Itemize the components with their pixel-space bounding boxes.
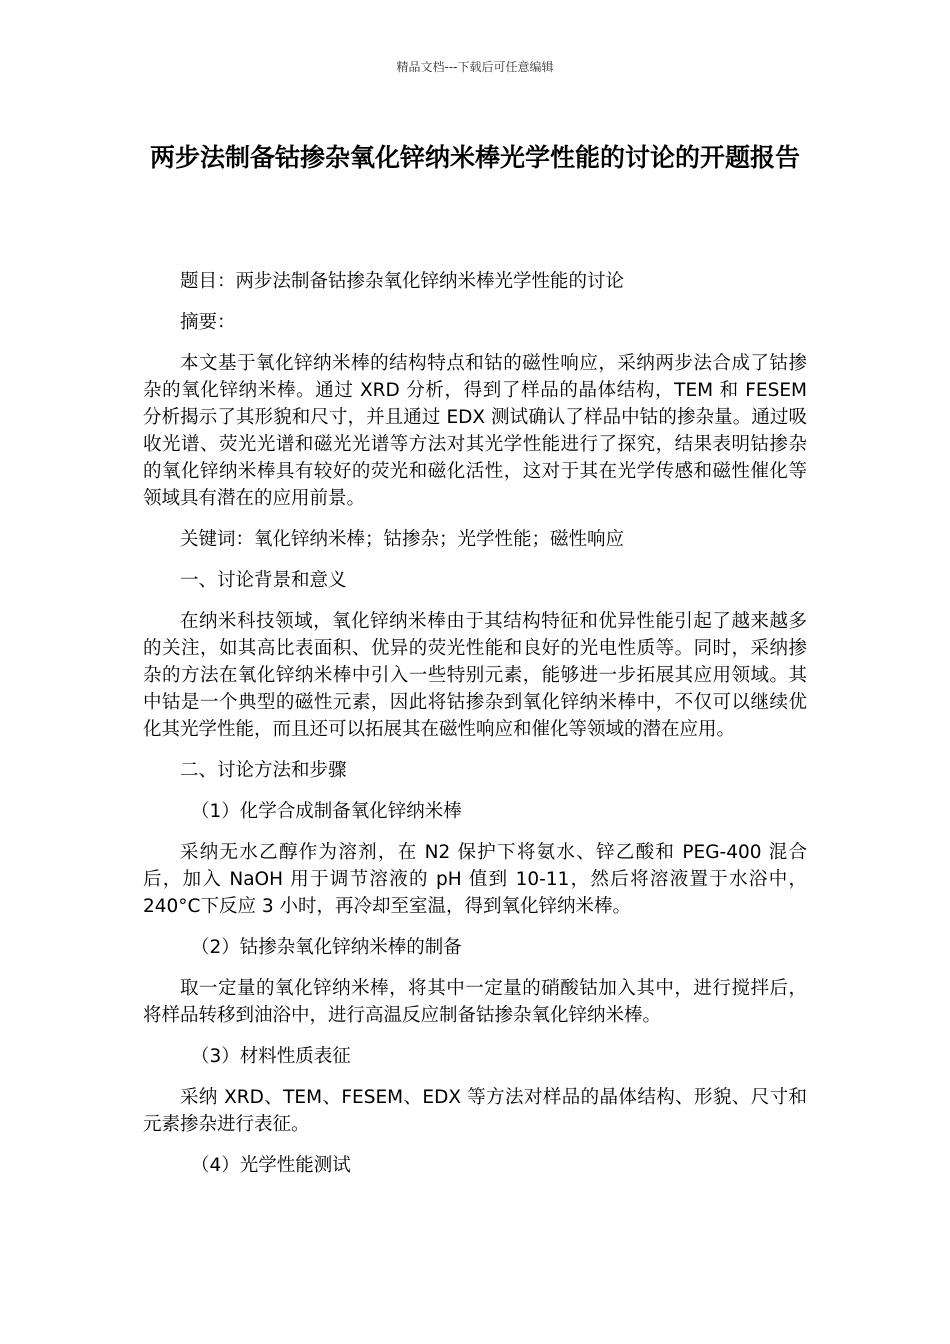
step-3-paragraph: 采纳 XRD、TEM、FESEM、EDX 等方法对样品的晶体结构、形貌、尺寸和元素掺杂进行表征。 [143,1087,807,1135]
header-note: 精品文档---下载后可任意编辑 [396,60,554,74]
subject-line: 题目：两步法制备钴掺杂氧化锌纳米棒光学性能的讨论 [180,271,625,292]
abstract-paragraph: 本文基于氧化锌纳米棒的结构特点和钴的磁性响应，采纳两步法合成了钴掺杂的氧化锌纳米棒。通过 XRD 分析，得到了样品的晶体结构，TEM 和 FESEM 分析揭示了其形貌和尺寸，并且通过 EDX 测试确认了样品中钴的掺杂量。通过吸收光谱、荧光光谱和磁光光谱等方法对其光学性能进行了探究，结果表明钴掺杂的氧化锌纳米棒具有较好的荧光和磁化活性，这对于其在光学传感和磁性催化等领域具有潜在的应用前景。 [143,353,807,509]
keywords-line: 关键词：氧化锌纳米棒；钴掺杂；光学性能；磁性响应 [180,529,625,550]
step-1-paragraph: 采纳无水乙醇作为溶剂，在 N2 保护下将氨水、锌乙酸和 PEG-400 混合后，加入 NaOH 用于调节溶液的 pH 值到 10-11，然后将溶液置于水浴中，240°C下反应 3 小时，再冷却至室温，得到氧化锌纳米棒。 [143,842,807,917]
section-1-heading: 一、讨论背景和意义 [180,570,347,591]
document-title: 两步法制备钴掺杂氧化锌纳米棒光学性能的讨论的开题报告 [149,143,800,172]
abstract-heading: 摘要： [180,312,236,333]
section-1-paragraph: 在纳米科技领域，氧化锌纳米棒由于其结构特征和优异性能引起了越来越多的关注，如其高比表面积、优异的荧光性能和良好的光电性质等。同时，采纳掺杂的方法在氧化锌纳米棒中引入一些特别元素，能够进一步拓展其应用领域。其中钴是一个典型的磁性元素，因此将钴掺杂到氧化锌纳米棒中，不仅可以继续优化其光学性能，而且还可以拓展其在磁性响应和催化等领域的潜在应用。 [143,611,807,740]
step-2-paragraph: 取一定量的氧化锌纳米棒，将其中一定量的硝酸钴加入其中，进行搅拌后，将样品转移到油浴中，进行高温反应制备钴掺杂氧化锌纳米棒。 [143,978,807,1026]
step-3-heading: （3）材料性质表征 [191,1046,351,1067]
step-2-heading: （2）钴掺杂氧化锌纳米棒的制备 [191,937,462,958]
section-2-heading: 二、讨论方法和步骤 [180,760,347,781]
document-body [143,268,807,1193]
step-1-heading: （1）化学合成制备氧化锌纳米棒 [191,801,462,822]
step-4-heading: （4）光学性能测试 [191,1155,351,1176]
